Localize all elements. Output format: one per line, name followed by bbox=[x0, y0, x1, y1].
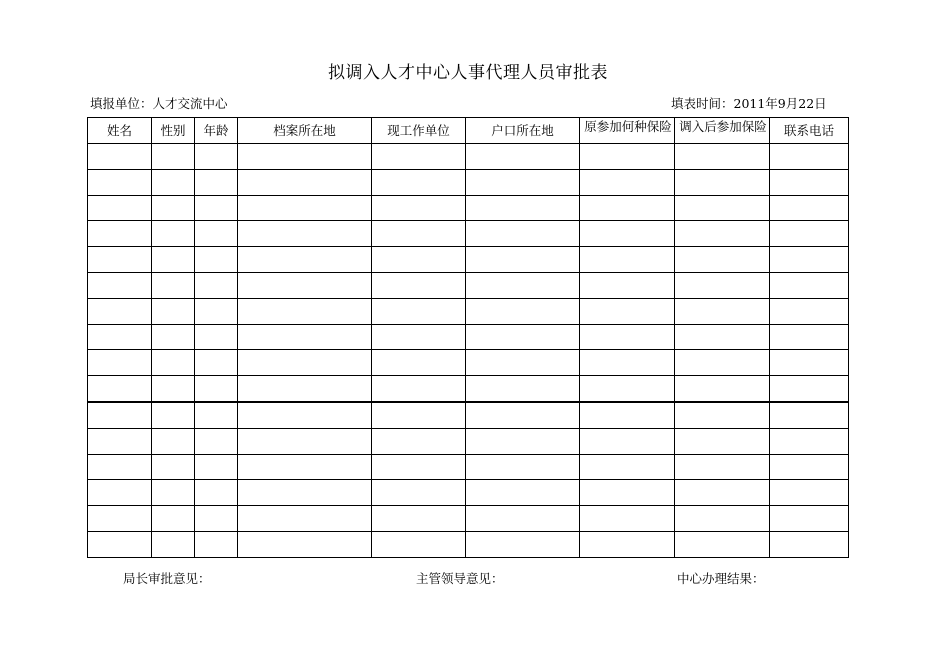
table-cell[interactable] bbox=[466, 298, 580, 324]
table-cell[interactable] bbox=[88, 195, 152, 221]
table-cell[interactable] bbox=[770, 221, 849, 247]
table-row bbox=[88, 272, 849, 298]
header-household-location: 户口所在地 bbox=[466, 118, 580, 144]
table-cell[interactable] bbox=[152, 350, 195, 376]
table-cell[interactable] bbox=[195, 272, 238, 298]
table-cell[interactable] bbox=[238, 506, 372, 532]
table-cell[interactable] bbox=[675, 531, 770, 557]
table-cell[interactable] bbox=[238, 247, 372, 273]
table-cell[interactable] bbox=[238, 324, 372, 350]
table-cell[interactable] bbox=[675, 195, 770, 221]
table-cell[interactable] bbox=[372, 298, 466, 324]
table-cell[interactable] bbox=[770, 272, 849, 298]
table-row bbox=[88, 247, 849, 273]
table-cell[interactable] bbox=[770, 480, 849, 506]
table-cell[interactable] bbox=[466, 454, 580, 480]
table-row bbox=[88, 324, 849, 350]
fill-time-label: 填表时间：2011年9月22日 bbox=[671, 96, 827, 111]
table-cell[interactable] bbox=[675, 480, 770, 506]
table-cell[interactable] bbox=[580, 480, 675, 506]
table-cell[interactable] bbox=[580, 376, 675, 402]
table-cell[interactable] bbox=[675, 221, 770, 247]
table-row bbox=[88, 480, 849, 506]
table-cell[interactable] bbox=[238, 454, 372, 480]
table-cell[interactable] bbox=[770, 324, 849, 350]
table-cell[interactable] bbox=[372, 221, 466, 247]
table-cell[interactable] bbox=[195, 195, 238, 221]
table-row bbox=[88, 454, 849, 480]
table-cell[interactable] bbox=[770, 506, 849, 532]
table-row bbox=[88, 169, 849, 195]
table-cell[interactable] bbox=[580, 169, 675, 195]
table-cell[interactable] bbox=[770, 428, 849, 454]
table-cell[interactable] bbox=[770, 402, 849, 428]
table-cell[interactable] bbox=[88, 324, 152, 350]
table-row bbox=[88, 428, 849, 454]
table-cell[interactable] bbox=[372, 376, 466, 402]
table-cell[interactable] bbox=[372, 506, 466, 532]
table-cell[interactable] bbox=[152, 272, 195, 298]
header-gender: 性别 bbox=[152, 118, 195, 144]
table-cell[interactable] bbox=[466, 195, 580, 221]
table-cell[interactable] bbox=[88, 376, 152, 402]
table-cell[interactable] bbox=[88, 272, 152, 298]
table-cell[interactable] bbox=[152, 506, 195, 532]
supervisor-opinion-label: 主管领导意见： bbox=[416, 571, 504, 586]
table-cell[interactable] bbox=[152, 428, 195, 454]
table-cell[interactable] bbox=[372, 169, 466, 195]
table-cell[interactable] bbox=[195, 221, 238, 247]
table-cell[interactable] bbox=[152, 195, 195, 221]
table-cell[interactable] bbox=[195, 376, 238, 402]
table-cell[interactable] bbox=[152, 402, 195, 428]
table-cell[interactable] bbox=[372, 144, 466, 170]
table-cell[interactable] bbox=[580, 247, 675, 273]
table-cell[interactable] bbox=[770, 531, 849, 557]
table-cell[interactable] bbox=[580, 324, 675, 350]
table-cell[interactable] bbox=[675, 376, 770, 402]
table-cell[interactable] bbox=[88, 454, 152, 480]
table-cell[interactable] bbox=[88, 506, 152, 532]
table-cell[interactable] bbox=[152, 376, 195, 402]
table-row bbox=[88, 350, 849, 376]
header-original-insurance: 原参加何种保险 bbox=[580, 118, 675, 144]
table-cell[interactable] bbox=[770, 454, 849, 480]
table-cell[interactable] bbox=[466, 221, 580, 247]
table-cell[interactable] bbox=[466, 506, 580, 532]
table-cell[interactable] bbox=[466, 144, 580, 170]
table-cell[interactable] bbox=[195, 428, 238, 454]
document-title: 拟调入人才中心人事代理人员审批表 bbox=[328, 63, 608, 83]
header-new-insurance: 调入后参加保险 bbox=[675, 118, 770, 144]
table-cell[interactable] bbox=[466, 428, 580, 454]
table-cell[interactable] bbox=[152, 298, 195, 324]
table-cell[interactable] bbox=[152, 221, 195, 247]
table-cell[interactable] bbox=[238, 376, 372, 402]
table-cell[interactable] bbox=[372, 402, 466, 428]
table-cell[interactable] bbox=[466, 324, 580, 350]
table-header-row bbox=[88, 118, 849, 144]
table-cell[interactable] bbox=[238, 480, 372, 506]
table-cell[interactable] bbox=[466, 376, 580, 402]
table-cell[interactable] bbox=[88, 402, 152, 428]
table-row bbox=[88, 402, 849, 428]
table-cell[interactable] bbox=[675, 169, 770, 195]
table-row bbox=[88, 195, 849, 221]
table-cell[interactable] bbox=[580, 350, 675, 376]
table-cell[interactable] bbox=[195, 531, 238, 557]
table-cell[interactable] bbox=[466, 169, 580, 195]
table-cell[interactable] bbox=[152, 169, 195, 195]
header-age: 年龄 bbox=[195, 118, 238, 144]
table-row bbox=[88, 376, 849, 402]
table-cell[interactable] bbox=[152, 144, 195, 170]
table-cell[interactable] bbox=[580, 428, 675, 454]
fill-unit-label: 填报单位：人才交流中心 bbox=[90, 96, 228, 111]
table-cell[interactable] bbox=[770, 169, 849, 195]
table-cell[interactable] bbox=[372, 247, 466, 273]
table-cell[interactable] bbox=[195, 169, 238, 195]
table-cell[interactable] bbox=[152, 531, 195, 557]
table-cell[interactable] bbox=[238, 272, 372, 298]
table-cell[interactable] bbox=[770, 195, 849, 221]
table-cell[interactable] bbox=[770, 350, 849, 376]
table-cell[interactable] bbox=[466, 247, 580, 273]
table-cell[interactable] bbox=[195, 324, 238, 350]
table-cell[interactable] bbox=[195, 480, 238, 506]
table-row bbox=[88, 221, 849, 247]
header-phone: 联系电话 bbox=[770, 118, 849, 144]
table-cell[interactable] bbox=[675, 428, 770, 454]
approval-table bbox=[87, 117, 849, 558]
table-cell[interactable] bbox=[372, 480, 466, 506]
table-cell[interactable] bbox=[770, 376, 849, 402]
table-cell[interactable] bbox=[238, 298, 372, 324]
table-cell[interactable] bbox=[675, 298, 770, 324]
table-cell[interactable] bbox=[238, 428, 372, 454]
table-cell[interactable] bbox=[580, 531, 675, 557]
table-cell[interactable] bbox=[238, 221, 372, 247]
table-cell[interactable] bbox=[88, 350, 152, 376]
table-row bbox=[88, 506, 849, 532]
table-cell[interactable] bbox=[88, 247, 152, 273]
table-cell[interactable] bbox=[88, 531, 152, 557]
table-cell[interactable] bbox=[466, 272, 580, 298]
table-cell[interactable] bbox=[152, 480, 195, 506]
table-cell[interactable] bbox=[195, 144, 238, 170]
table-cell[interactable] bbox=[238, 144, 372, 170]
table-cell[interactable] bbox=[238, 402, 372, 428]
table-cell[interactable] bbox=[88, 169, 152, 195]
table-cell[interactable] bbox=[675, 350, 770, 376]
table-cell[interactable] bbox=[372, 454, 466, 480]
table-cell[interactable] bbox=[88, 298, 152, 324]
table-cell[interactable] bbox=[580, 506, 675, 532]
table-cell[interactable] bbox=[88, 428, 152, 454]
table-cell[interactable] bbox=[195, 298, 238, 324]
table-cell[interactable] bbox=[675, 247, 770, 273]
table-cell[interactable] bbox=[238, 531, 372, 557]
table-cell[interactable] bbox=[675, 324, 770, 350]
table-body bbox=[88, 144, 849, 558]
table-cell[interactable] bbox=[372, 428, 466, 454]
table-cell[interactable] bbox=[466, 531, 580, 557]
center-result-label: 中心办理结果： bbox=[677, 571, 765, 586]
table-cell[interactable] bbox=[152, 247, 195, 273]
table-cell[interactable] bbox=[770, 144, 849, 170]
table-cell[interactable] bbox=[195, 506, 238, 532]
table-cell[interactable] bbox=[372, 531, 466, 557]
table-cell[interactable] bbox=[238, 169, 372, 195]
header-current-employer: 现工作单位 bbox=[372, 118, 466, 144]
table-cell[interactable] bbox=[152, 454, 195, 480]
table-cell[interactable] bbox=[238, 350, 372, 376]
table-cell[interactable] bbox=[466, 402, 580, 428]
table-row bbox=[88, 298, 849, 324]
table-cell[interactable] bbox=[466, 480, 580, 506]
table-cell[interactable] bbox=[238, 195, 372, 221]
header-name: 姓名 bbox=[88, 118, 152, 144]
table-cell[interactable] bbox=[195, 454, 238, 480]
table-cell[interactable] bbox=[675, 144, 770, 170]
table-cell[interactable] bbox=[88, 480, 152, 506]
table-cell[interactable] bbox=[675, 506, 770, 532]
director-approval-label: 局长审批意见： bbox=[123, 571, 211, 586]
table-cell[interactable] bbox=[580, 298, 675, 324]
table-cell[interactable] bbox=[675, 402, 770, 428]
table-cell[interactable] bbox=[466, 350, 580, 376]
table-row bbox=[88, 144, 849, 170]
table-cell[interactable] bbox=[195, 247, 238, 273]
header-file-location: 档案所在地 bbox=[238, 118, 372, 144]
table-cell[interactable] bbox=[195, 402, 238, 428]
table-cell[interactable] bbox=[580, 454, 675, 480]
table-cell[interactable] bbox=[88, 221, 152, 247]
table-cell[interactable] bbox=[675, 272, 770, 298]
table-cell[interactable] bbox=[580, 195, 675, 221]
table-cell[interactable] bbox=[580, 402, 675, 428]
table-cell[interactable] bbox=[88, 144, 152, 170]
table-cell[interactable] bbox=[580, 272, 675, 298]
table-cell[interactable] bbox=[372, 324, 466, 350]
table-cell[interactable] bbox=[675, 454, 770, 480]
table-cell[interactable] bbox=[580, 221, 675, 247]
table-cell[interactable] bbox=[580, 144, 675, 170]
table-cell[interactable] bbox=[372, 272, 466, 298]
table-cell[interactable] bbox=[152, 324, 195, 350]
table-cell[interactable] bbox=[372, 350, 466, 376]
table-cell[interactable] bbox=[770, 247, 849, 273]
table-cell[interactable] bbox=[372, 195, 466, 221]
table-cell[interactable] bbox=[770, 298, 849, 324]
table-cell[interactable] bbox=[195, 350, 238, 376]
table-row bbox=[88, 531, 849, 557]
